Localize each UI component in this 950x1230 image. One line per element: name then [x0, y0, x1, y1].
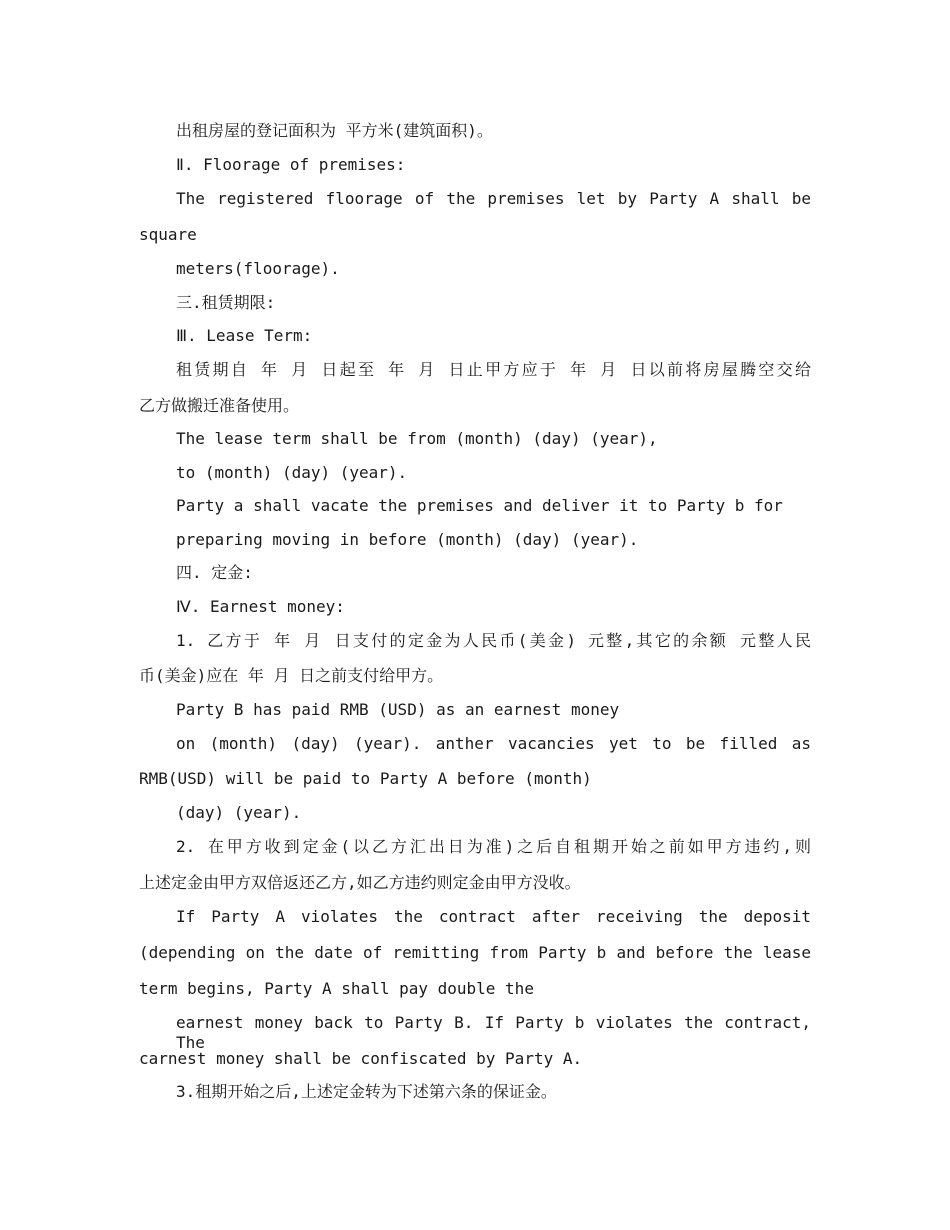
- text-line: 币(美金)应在 年 月 日之前支付给甲方。: [139, 666, 444, 685]
- text-line: 乙方做搬迁准备使用。: [139, 396, 300, 415]
- text-line: square: [139, 225, 197, 244]
- text-line: to (month) (day) (year).: [176, 463, 408, 482]
- text-line: 四. 定金:: [176, 563, 253, 582]
- text-line: meters(floorage).: [176, 259, 340, 278]
- text-line: Ⅱ. Floorage of premises:: [176, 155, 406, 174]
- text-line: 上述定金由甲方双倍返还乙方,如乙方违约则定金由甲方没收。: [139, 873, 581, 892]
- text-line: Ⅲ. Lease Term:: [176, 326, 313, 345]
- text-line: The lease term shall be from (month) (day) (year),: [176, 429, 658, 448]
- text-line: preparing moving in before (month) (day) (year).: [176, 530, 639, 549]
- text-line: If Party A violates the contract after receiving the deposit: [176, 907, 811, 926]
- text-line: on (month) (day) (year). anther vacancies yet to be filled as: [176, 734, 811, 753]
- text-line: Party B has paid RMB (USD) as an earnest money: [176, 700, 620, 719]
- text-line: The registered floorage of the premises let by Party A shall be: [176, 189, 811, 208]
- text-line: 租赁期自 年 月 日起至 年 月 日止甲方应于 年 月 日以前将房屋腾空交给: [176, 360, 811, 379]
- text-line: RMB(USD) will be paid to Party A before (month): [139, 769, 592, 788]
- text-line: carnest money shall be confiscated by Party A.: [139, 1049, 583, 1068]
- text-line: 2. 在甲方收到定金(以乙方汇出日为准)之后自租期开始之前如甲方违约,则: [176, 837, 811, 856]
- text-line: 3.租期开始之后,上述定金转为下述第六条的保证金。: [176, 1082, 557, 1101]
- text-line: (day) (year).: [176, 803, 302, 822]
- text-line: 1. 乙方于 年 月 日支付的定金为人民币(美金) 元整,其它的余额 元整人民: [176, 631, 811, 650]
- text-line: Party a shall vacate the premises and deliver it to Party b for: [176, 496, 783, 515]
- text-line: 出租房屋的登记面积为 平方米(建筑面积)。: [176, 121, 493, 140]
- text-line: earnest money back to Party B. If Party b violates the contract, The: [176, 1013, 811, 1052]
- text-line: Ⅳ. Earnest money:: [176, 597, 345, 616]
- text-line: (depending on the date of remitting from Party b and before the lease: [139, 943, 811, 962]
- text-line: term begins, Party A shall pay double the: [139, 979, 534, 998]
- text-line: 三.租赁期限:: [176, 293, 276, 312]
